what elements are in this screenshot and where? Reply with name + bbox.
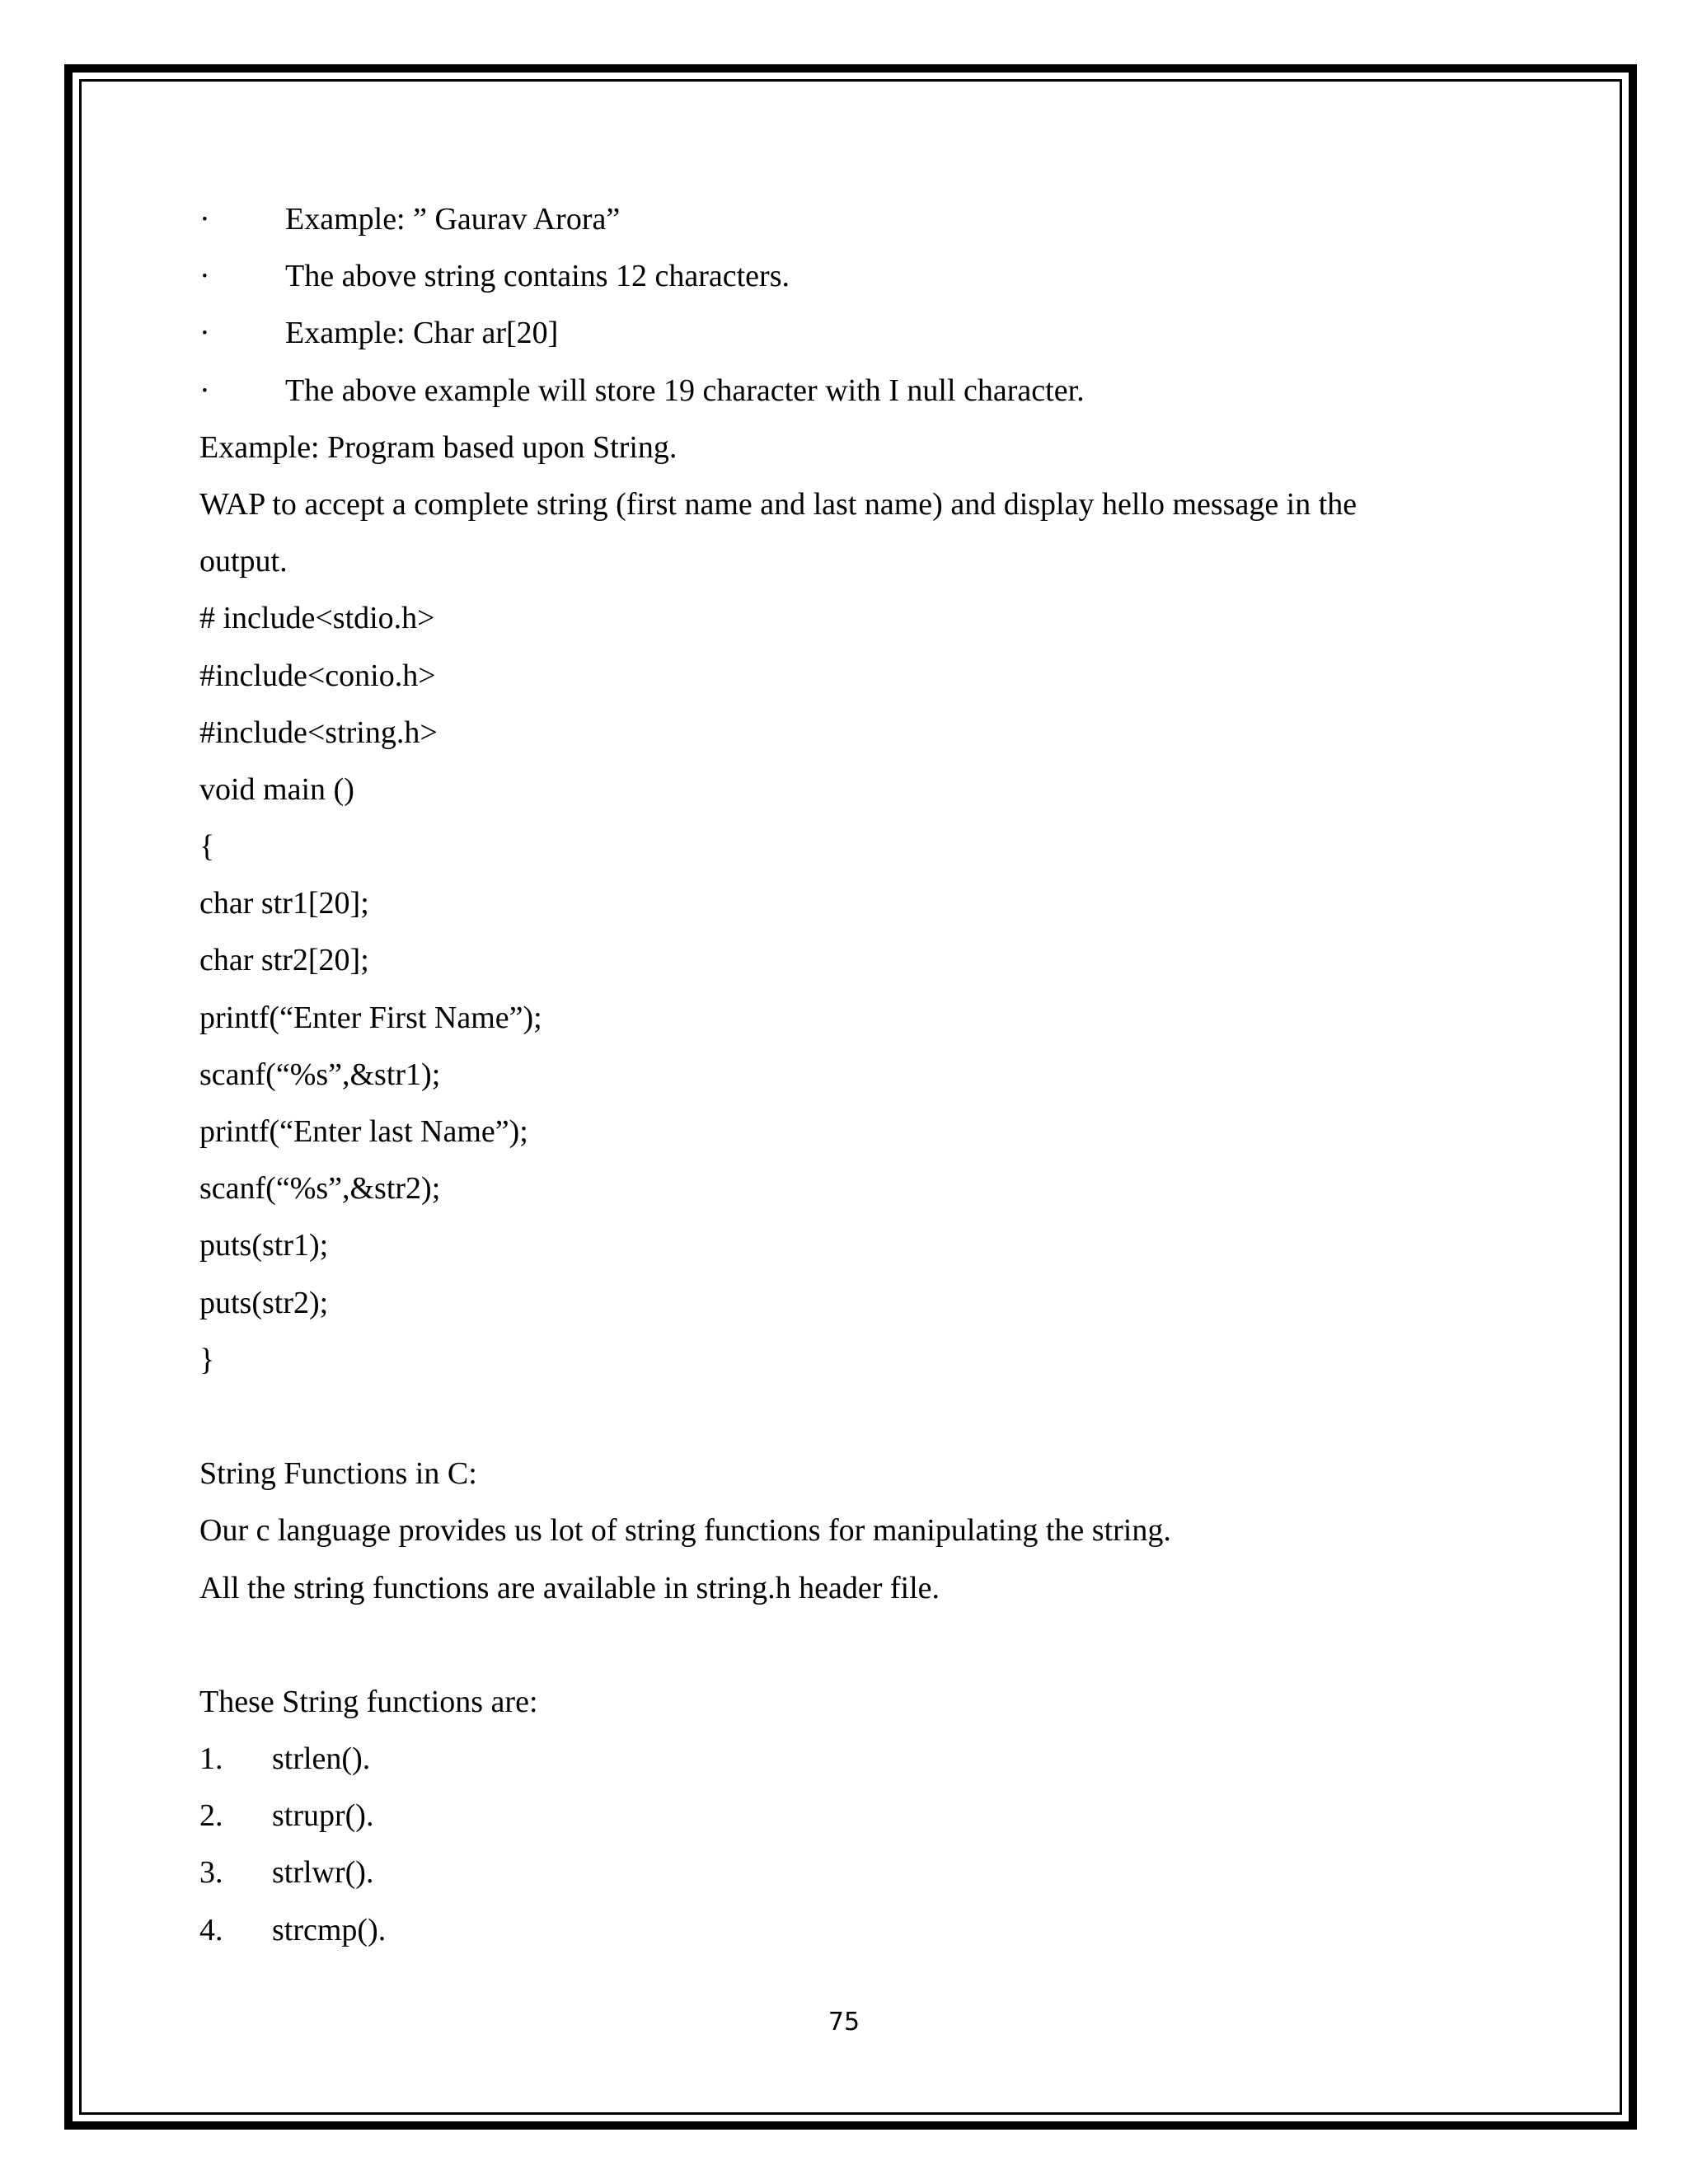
- blank-line: [199, 1389, 1518, 1446]
- bullet-text: Example: ” Gaurav Arora”: [285, 202, 621, 237]
- item-number: 4.: [199, 1912, 223, 1947]
- wap-line-1: WAP to accept a complete string (first name and last name) and display hello message in the: [199, 486, 1357, 522]
- page-number: 75: [828, 2008, 860, 2036]
- code-line: scanf(“%s”,&str2);: [199, 1171, 441, 1207]
- bullet-marker: ·: [199, 316, 210, 351]
- example-heading: Example: Program based upon String.: [199, 429, 678, 465]
- section-heading: String Functions in C:: [199, 1456, 477, 1492]
- code-line: #include<conio.h>: [199, 658, 436, 693]
- item-number: 3.: [199, 1855, 223, 1891]
- numbered-item: [199, 1788, 1518, 1844]
- code-line: char str1[20];: [199, 886, 369, 921]
- bullet-item: [199, 248, 1518, 305]
- item-number: 1.: [199, 1741, 223, 1777]
- bullet-text: The above string contains 12 characters.: [285, 259, 790, 294]
- code-line: {: [199, 829, 215, 865]
- code-line: puts(str2);: [199, 1285, 329, 1320]
- code-line: void main (): [199, 771, 354, 807]
- bullet-text: Example: Char ar[20]: [285, 316, 559, 351]
- numbered-item: [199, 1844, 1518, 1901]
- function-name: strupr().: [272, 1798, 374, 1834]
- bullet-marker: ·: [199, 259, 210, 294]
- paragraph: Our c language provides us lot of string functions for manipulating the string.: [199, 1513, 1171, 1549]
- code-line: printf(“Enter First Name”);: [199, 1000, 542, 1035]
- bullet-item: [199, 305, 1518, 362]
- paragraph: All the string functions are available in string.h header file.: [199, 1570, 940, 1605]
- bullet-text: The above example will store 19 character with I null character.: [285, 373, 1085, 408]
- function-name: strlwr().: [272, 1855, 374, 1891]
- function-name: strcmp().: [272, 1912, 387, 1947]
- code-line: printf(“Enter last Name”);: [199, 1114, 528, 1149]
- blank-line: [199, 1617, 1518, 1674]
- bullet-item: [199, 191, 1518, 248]
- wap-line-2: output.: [199, 544, 288, 579]
- bullet-marker: ·: [199, 202, 210, 237]
- code-line: puts(str1);: [199, 1228, 329, 1263]
- item-number: 2.: [199, 1798, 223, 1834]
- numbered-item: [199, 1902, 1518, 1959]
- code-line: char str2[20];: [199, 943, 369, 978]
- bullet-item: [199, 363, 1518, 419]
- bullet-marker: ·: [199, 373, 210, 408]
- code-line: }: [199, 1342, 215, 1377]
- code-line: scanf(“%s”,&str1);: [199, 1057, 441, 1092]
- code-line: # include<stdio.h>: [199, 601, 435, 636]
- function-name: strlen().: [272, 1741, 371, 1777]
- numbered-item: [199, 1731, 1518, 1788]
- page-content: [199, 191, 1518, 1959]
- list-intro: These String functions are:: [199, 1684, 538, 1719]
- code-line: #include<string.h>: [199, 715, 438, 750]
